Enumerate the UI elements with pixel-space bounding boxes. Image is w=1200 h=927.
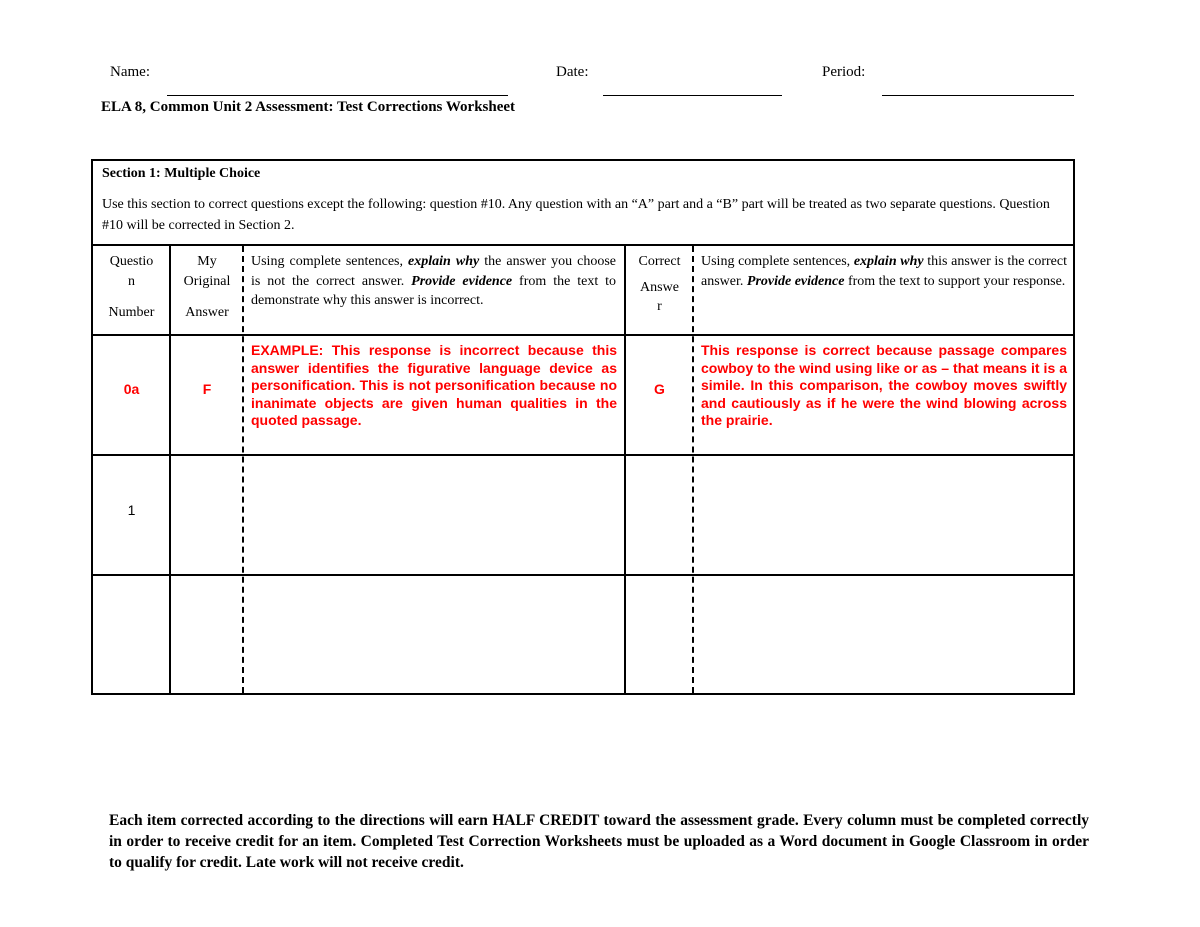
corrections-table [91,159,1075,695]
header-text: Number [108,305,155,320]
header-question-number [93,246,170,334]
header-text: Original [183,273,231,289]
correct-answer: G [654,381,665,397]
section-title: Section 1: Multiple Choice [102,166,261,181]
header-text: from the text to support your response. [844,273,1066,289]
document-title: ELA 8, Common Unit 2 Assessment: Test Corrections Worksheet [101,99,516,115]
header-text: Answe [640,279,679,295]
header-explain-right [701,246,1067,334]
section-instructions: Use this section to correct questions except the following: question #10. Any question with an “A” part and a “B” part will be treated as two separate questions. Question #10 will be corrected in Section 2. [102,197,1050,233]
footer-note: Each item corrected according to the directions will earn HALF CREDIT toward the assessment grade. Every column must be completed correctly in order to receive credit for an item. Completed Test Correction Worksheets must be uploaded as a Word document in Google Classroom in order to qualify for credit. Late work will not receive credit. [109,812,1089,871]
header-emphasis: explain why [408,254,480,269]
wrong-explanation[interactable] [251,462,617,572]
right-explanation: This response is correct because passage compares cowboy to the wind using like or as – that means it is a simile. In this comparison, the cowboy moves swiftly and cautiously as if he were the wind blowing across the prairie. [701,342,1067,428]
header-text: from the text to demonstrate why this answer is incorrect. [251,273,617,308]
header-text: n [128,273,135,289]
header-text: Questio [109,254,154,269]
header-text: Using complete sentences, [251,254,409,269]
correct-answer[interactable] [626,502,693,522]
header-emphasis: Provide evidence [746,273,845,289]
header-text: Using complete sentences, [701,254,854,269]
header-text: Answer [185,305,229,320]
header-text: r [657,299,662,314]
header-text: the answer you choose is not the correct answer. [251,254,616,289]
wrong-explanation: EXAMPLE: This response is incorrect because this answer identifies the figurative language device as personification. This is not personification because no inanimate objects are given human qualities in the quoted passage. [251,342,617,428]
row-divider [93,574,1073,576]
row-number: 0a [123,381,140,397]
original-answer[interactable] [171,502,243,522]
date-label: Date: [556,64,589,80]
row-divider [93,334,1073,336]
period-label: Period: [822,64,866,80]
header-explain-wrong [251,246,616,334]
row-divider [93,454,1073,456]
right-explanation[interactable] [701,582,1067,687]
period-field-line[interactable] [882,95,1074,96]
header-text: Correct [638,254,681,269]
row-number: 1 [127,502,136,518]
correct-answer[interactable] [626,622,693,642]
header-emphasis: Provide evidence [411,273,513,289]
section-header [93,161,1073,246]
header-correct-answer [626,246,693,334]
name-field-line[interactable] [167,95,508,96]
row-number[interactable] [93,622,170,642]
name-label: Name: [110,64,150,80]
original-answer: F [202,381,212,397]
wrong-explanation[interactable] [251,582,617,687]
header-emphasis: explain why [853,254,924,269]
date-field-line[interactable] [603,95,782,96]
header-original-answer [171,246,243,334]
header-text: My [197,254,217,269]
header-text: this answer is the correct answer. [701,254,1067,289]
original-answer[interactable] [171,622,243,642]
right-explanation[interactable] [701,462,1067,572]
